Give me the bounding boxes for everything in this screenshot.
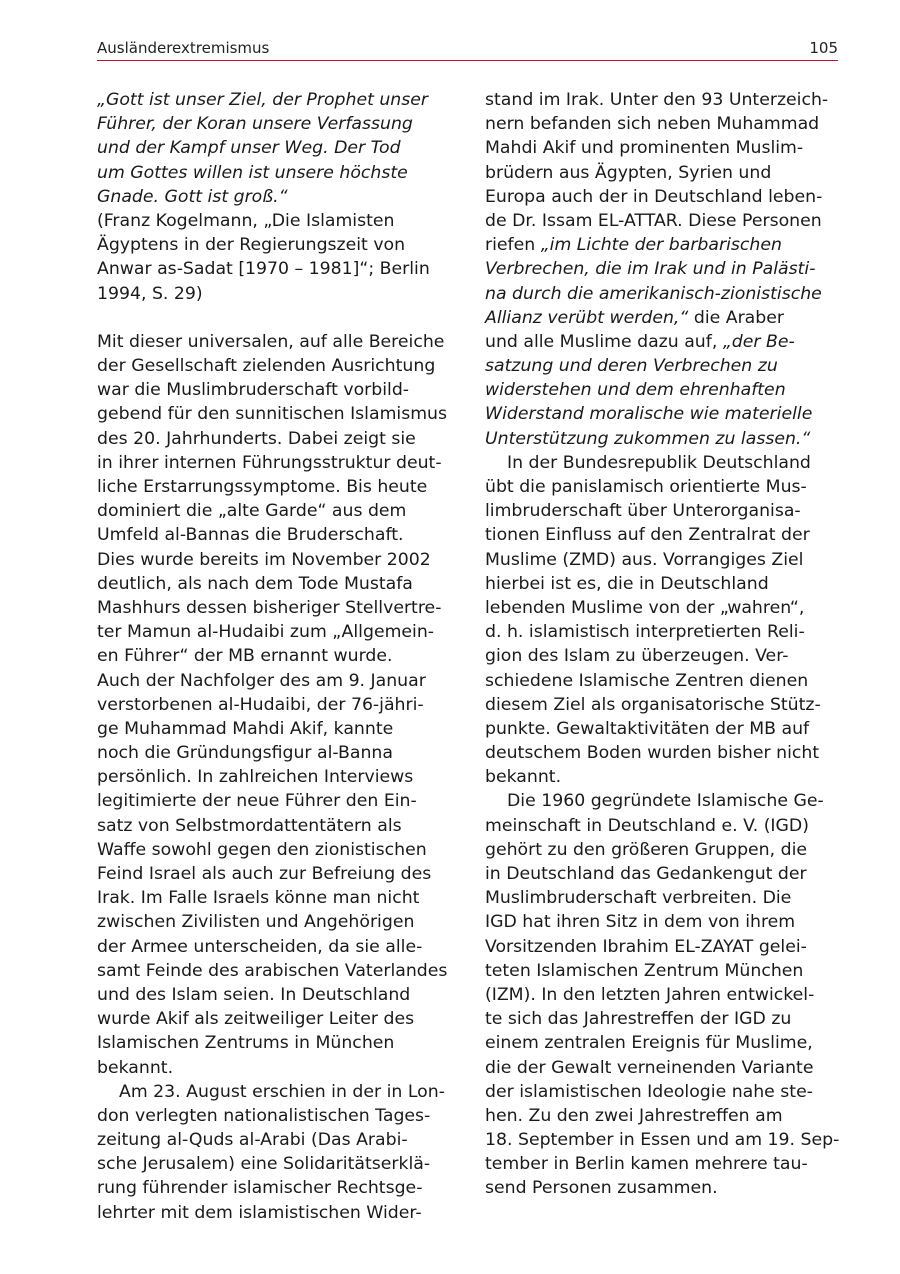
text-line: teten Islamischen Zentrum München [485, 960, 804, 981]
text-line: na durch die amerikanisch-zionistische [485, 283, 822, 304]
text-line: lehrter mit dem islamistischen Wider- [97, 1202, 422, 1223]
text-line: te sich das Jahrestreffen der IGD zu [485, 1009, 792, 1030]
text-line: zeitung al-Quds al-Arabi (Das Arabi- [97, 1130, 408, 1151]
text-line: Irak. Im Falle Israels könne man nicht [97, 888, 420, 909]
text-line: Umfeld al-Bannas die Bruderschaft. [97, 525, 404, 546]
text-line: zwischen Zivilisten und Angehörigen [97, 912, 415, 933]
text-line: d. h. islamistisch interpretierten Reli- [485, 622, 805, 643]
text-line: (Franz Kogelmann, „Die Islamisten [97, 210, 395, 231]
text-line: Am 23. August erschien in der in Lon- [119, 1081, 445, 1102]
text-line: Die 1960 gegründete Islamische Ge- [507, 791, 824, 812]
text-run: und alle Muslime dazu auf, [485, 331, 723, 352]
text-line: „Gott ist unser Ziel, der Prophet unser [97, 90, 429, 110]
text-line: en Führer“ der MB ernannt wurde. [97, 646, 393, 667]
text-line: satzung und deren Verbrechen zu [485, 356, 778, 377]
text-run: riefen [485, 235, 541, 256]
text-line: wurde Akif als zeitweiliger Leiter des [97, 1009, 415, 1030]
text-line: Verbrechen, die im Irak und in Palästi- [485, 259, 816, 280]
text-line: bekannt. [97, 1057, 174, 1078]
text-run: „der Be- [722, 331, 795, 352]
text-line: Führer, der Koran unsere Verfassung [97, 114, 413, 135]
text-line: die der Gewalt verneinenden Variante [485, 1057, 814, 1078]
header-title: Ausländerextremismus [97, 39, 270, 57]
text-line: limbruderschaft über Unterorganisa- [485, 501, 801, 522]
text-line: In der Bundesrepublik Deutschland [507, 452, 811, 473]
text-line: punkte. Gewaltaktivitäten der MB auf [485, 718, 810, 739]
right-column [485, 88, 841, 1201]
text-line: (IZM). In den letzten Jahren entwickel- [485, 984, 815, 1005]
text-line: verstorbenen al-Hudaibi, der 76-jähri- [97, 694, 424, 715]
text-line: übt die panislamisch orientierte Mus- [485, 477, 807, 497]
text-line: sche Jerusalem) eine Solidaritätserklä- [97, 1154, 431, 1175]
text-line: tember in Berlin kamen mehrere tau- [485, 1154, 808, 1175]
text-line: widerstehen und dem ehrenhaften [485, 380, 786, 401]
text-line: de Dr. Issam EL-ATTAR. Diese Personen [485, 210, 822, 231]
text-line: Vorsitzenden Ibrahim EL-ZAYAT gelei- [485, 936, 807, 957]
text-line: hierbei ist es, die in Deutschland [485, 573, 769, 594]
text-line: Ägyptens in der Regierungszeit von [97, 235, 406, 256]
text-line: diesem Ziel als organisatorische Stütz- [485, 694, 821, 715]
text-line: einem zentralen Ereignis für Muslime, [485, 1033, 813, 1054]
paragraph-gap [97, 306, 453, 330]
text-line: Auch der Nachfolger des am 9. Januar [97, 670, 426, 691]
text-run: die Araber [688, 307, 784, 328]
text-line: Muslimbruderschaft verbreiten. Die [485, 888, 792, 909]
text-line: in Deutschland das Gedankengut der [485, 864, 807, 884]
text-line: Feind Israel als auch zur Befreiung des [97, 864, 432, 884]
left-column [97, 88, 453, 1225]
text-line: gehört zu den größeren Gruppen, die [485, 839, 808, 860]
text-line: satz von Selbstmordattentätern als [97, 815, 402, 836]
text-line: des 20. Jahrhunderts. Dabei zeigt sie [97, 428, 416, 449]
text-line: deutlich, als nach dem Tode Mustafa [97, 573, 413, 594]
text-line: send Personen zusammen. [485, 1178, 718, 1199]
text-line: war die Muslimbruderschaft vorbild- [97, 380, 410, 401]
text-line: persönlich. In zahlreichen Interviews [97, 767, 414, 788]
text-line: Mit dieser universalen, auf alle Bereiche [97, 331, 445, 352]
text-line: meinschaft in Deutschland e. V. (IGD) [485, 815, 809, 836]
text-line: Europa auch der in Deutschland leben- [485, 186, 823, 207]
text-line: nern befanden sich neben Muhammad [485, 114, 820, 135]
text-line: 18. September in Essen und am 19. Sep- [485, 1130, 840, 1151]
text-line: Anwar as-Sadat [1970 – 1981]“; Berlin [97, 259, 430, 280]
text-line [485, 306, 841, 330]
text-line: Mashhurs dessen bisheriger Stellvertre- [97, 597, 442, 618]
text-run: „im Lichte der barbarischen [540, 235, 782, 256]
text-line: deutschem Boden wurden bisher nicht [485, 743, 820, 764]
text-line [485, 330, 841, 354]
text-line: liche Erstarrungssymptome. Bis heute [97, 477, 428, 497]
page-number: 105 [809, 39, 838, 57]
text-line: stand im Irak. Unter den 93 Unterzeich- [485, 90, 829, 110]
text-line: ter Mamun al-Hudaibi zum „Allgemein- [97, 622, 435, 643]
text-line: in ihrer internen Führungsstruktur deut- [97, 452, 442, 473]
text-line: hen. Zu den zwei Jahrestreffen am [485, 1105, 783, 1126]
text-line: und der Kampf unser Weg. Der Tod [97, 138, 401, 159]
text-line: Waffe sowohl gegen den zionistischen [97, 839, 427, 860]
text-line: Unterstützung zukommen zu lassen.“ [485, 428, 811, 449]
text-line: rung führender islamischer Rechtsge- [97, 1178, 423, 1199]
text-line: und des Islam seien. In Deutschland [97, 984, 411, 1005]
text-line: ge Muhammad Mahdi Akif, kannte [97, 718, 394, 739]
text-line: Mahdi Akif und prominenten Muslim- [485, 138, 804, 159]
text-line: der Armee unterscheiden, da sie alle- [97, 936, 423, 957]
text-line: Widerstand moralische wie materielle [485, 404, 813, 425]
running-header [97, 38, 838, 61]
text-line: Islamischen Zentrums in München [97, 1033, 395, 1054]
text-run: Allianz verübt werden,“ [485, 307, 689, 328]
text-line: IGD hat ihren Sitz in dem von ihrem [485, 912, 796, 933]
text-line: Gnade. Gott ist groß.“ [97, 186, 288, 207]
text-line: der Gesellschaft zielenden Ausrichtung [97, 356, 436, 377]
text-line: der islamistischen Ideologie nahe ste- [485, 1081, 813, 1102]
text-line: bekannt. [485, 767, 562, 788]
text-line: samt Feinde des arabischen Vaterlandes [97, 960, 448, 981]
text-line: Muslime (ZMD) aus. Vorrangiges Ziel [485, 549, 804, 570]
text-line: gebend für den sunnitischen Islamismus [97, 404, 447, 425]
text-line: 1994, S. 29) [97, 283, 203, 304]
text-line: Dies wurde bereits im November 2002 [97, 549, 431, 570]
text-line: schiedene Islamische Zentren dienen [485, 670, 809, 691]
text-line: noch die Gründungsfigur al-Banna [97, 743, 393, 764]
text-line: dominiert die „alte Garde“ aus dem [97, 501, 407, 522]
text-line: gion des Islam zu überzeugen. Ver- [485, 646, 789, 667]
text-line: um Gottes willen ist unsere höchste [97, 162, 408, 183]
text-line: legitimierte der neue Führer den Ein- [97, 791, 417, 812]
text-line: lebenden Muslime von der „wahren“, [485, 597, 805, 618]
text-line [485, 233, 841, 257]
text-line: tionen Einfluss auf den Zentralrat der [485, 525, 810, 546]
text-line: brüdern aus Ägypten, Syrien und [485, 162, 772, 183]
text-line: don verlegten nationalistischen Tages- [97, 1105, 431, 1126]
